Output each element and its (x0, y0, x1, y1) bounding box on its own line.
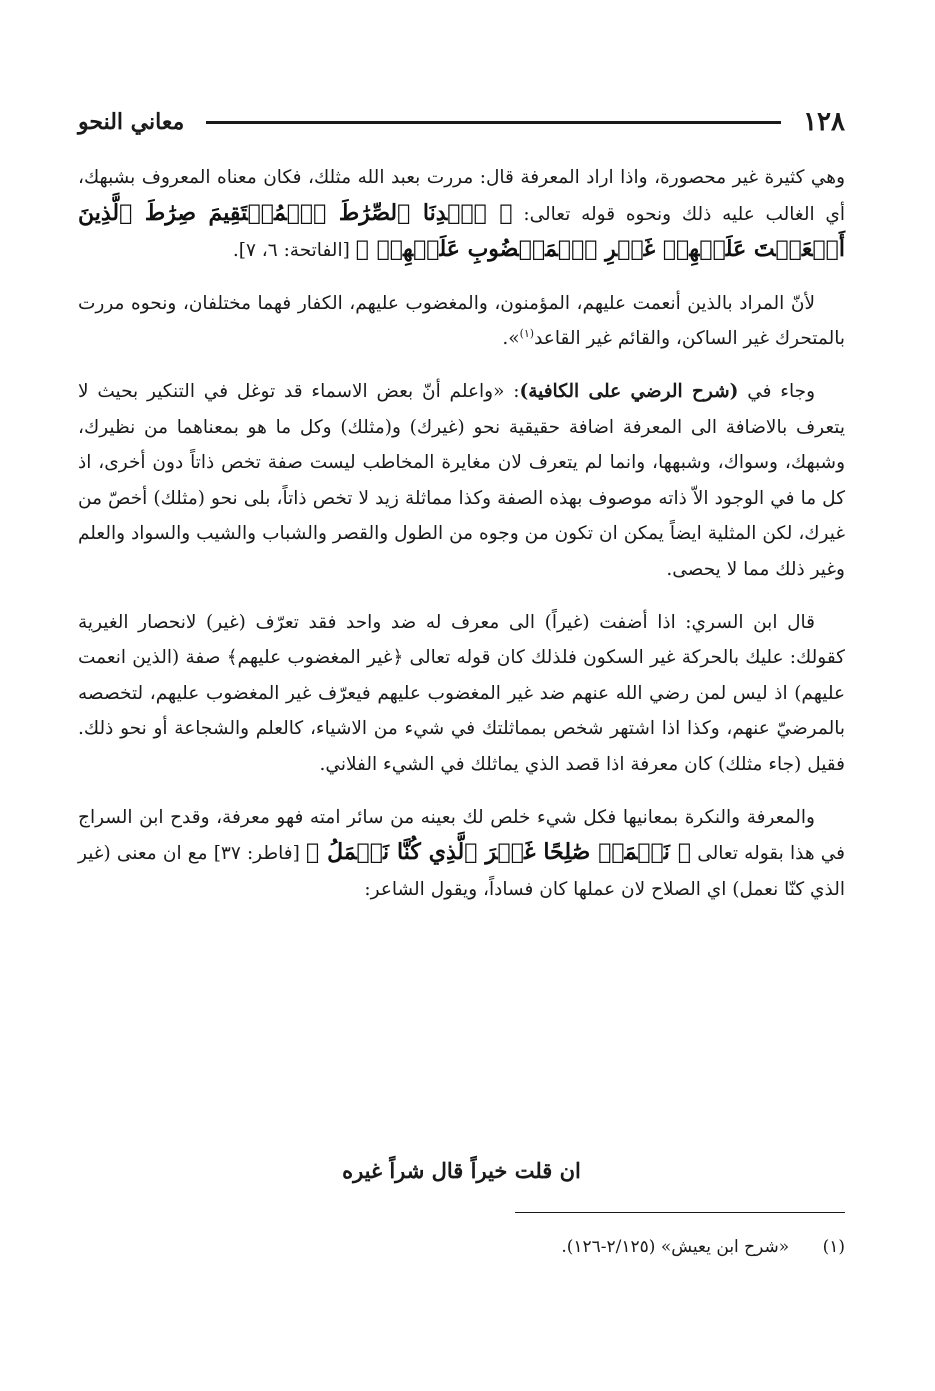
header-rule (206, 121, 781, 124)
paragraph-5 (78, 800, 845, 908)
paragraph-2-text: لأنّ المراد بالذين أنعمت عليهم، المؤمنون، والمغضوب عليهم، الكفار فهما مختلفان، ونحوه مررت بالمتحرك غير الساكن، والقائم غير القاعد (78, 292, 845, 350)
paragraph-3-intro: وجاء في (747, 380, 815, 402)
quran-quote-fatiha: ﴿ ٱهۡدِنَا ٱلصِّرَٰطَ ٱلۡمُسۡتَقِيمَ صِرَٰطَ ٱلَّذِينَ أَنۡعَمۡتَ عَلَيۡهِمۡ غَيۡرِ ٱلۡمَغۡضُوبِ عَلَيۡهِمۡ ﴾ (78, 199, 845, 263)
footnote-number: (١) (822, 1237, 845, 1257)
paragraph-3 (78, 374, 845, 588)
page-number: ١٢٨ (803, 107, 845, 137)
paragraph-5-end: [فاطر: ٣٧] مع ان معنى (غير الذي كنّا نعمل) اي الصلاح لان عملها كان فساداً، ويقول الشاعر: (78, 843, 845, 900)
main-text (78, 160, 845, 924)
paragraph-2 (78, 286, 845, 357)
quran-quote-fatir: ﴿ نَعۡمَلۡ صَٰلِحًا غَيۡرَ ٱلَّذِي كُنَّا نَعۡمَلُ ﴾ (306, 839, 692, 866)
paragraph-2-end: ». (502, 328, 520, 350)
paragraph-4-text: قال ابن السري: اذا أضفت (غيراً) الى معرف له ضد واحد فقد تعرّف (غير) لانحصار الغيرية كقولك: عليك بالحركة غير السكون فلذلك كان قوله تعالى ﴿غير المغضوب عليهم﴾ صفة (الذين انعمت عليهم) اذ ليس لمن رضي الله عنهم ضد غير المغضوب عليهم فيعرّف غير المغضوب عليهم، لتخصصه بالمرضيّ عنهم، وكذا اذا اشتهر شخص بمماثلتك في شيء من الاشياء، كالعلم والشجاعة أو نحو ذلك. فقيل (جاء مثلك) كان معرفة اذا قصد الذي يماثلك في الشيء الفلاني. (78, 611, 845, 775)
paragraph-1-text: وهي كثيرة غير محصورة، واذا اراد المعرفة قال: مررت بعبد الله مثلك، فكان معناه المعروف بشبهك، أي الغالب عليه ذلك ونحوه قوله تعالى: (78, 167, 846, 225)
book-title: معاني النحو (78, 109, 185, 135)
paragraph-1 (78, 160, 845, 269)
quran-reference-fatiha: [الفاتحة: ٦، ٧]. (232, 240, 350, 262)
footnote (78, 1232, 845, 1262)
paragraph-4 (78, 605, 845, 783)
paragraph-3-text: : «واعلم أنّ بعض الاسماء قد توغل في التنكير بحيث لا يتعرف بالاضافة الى المعرفة اضافة حقيقية نحو (غيرك) و(مثلك) وكل ما هو بمعناهما من نظيرك، وشبهك، وسواك، وشبهها، وانما لم يتعرف لان مغايرة المخاطب ليست صفة تخص ذاتاً دون أخرى، اذ كل ما في الوجود الاّ ذاته موصوف بهذه الصفة وكذا مماثلة زيد لا تخص ذاتاً، بلى نحو (مثلك) أخصّ من غيرك، لكن المثلية ايضاً يمكن ان تكون من وجوه من الطول والقصر والشباب والشيب والسواد والعلم وغير ذلك مما لا يحصى. (78, 380, 845, 580)
source-title: (شرح الرضي على الكافية) (519, 380, 739, 402)
poetry-verse: ان قلت خيراً قال شراً غيره (342, 1158, 581, 1183)
footnote-text: «شرح ابن يعيش» (٢/١٢٥-١٢٦). (561, 1237, 790, 1257)
footnote-marker: (١) (519, 327, 535, 341)
page-header (78, 102, 845, 142)
footnote-rule (515, 1212, 845, 1213)
paragraph-5-text: والمعرفة والنكرة بمعانيها فكل شيء خلص لك بعينه من سائر امته فهو معرفة، وقدح ابن السراج في هذا بقوله تعالى (78, 806, 846, 865)
